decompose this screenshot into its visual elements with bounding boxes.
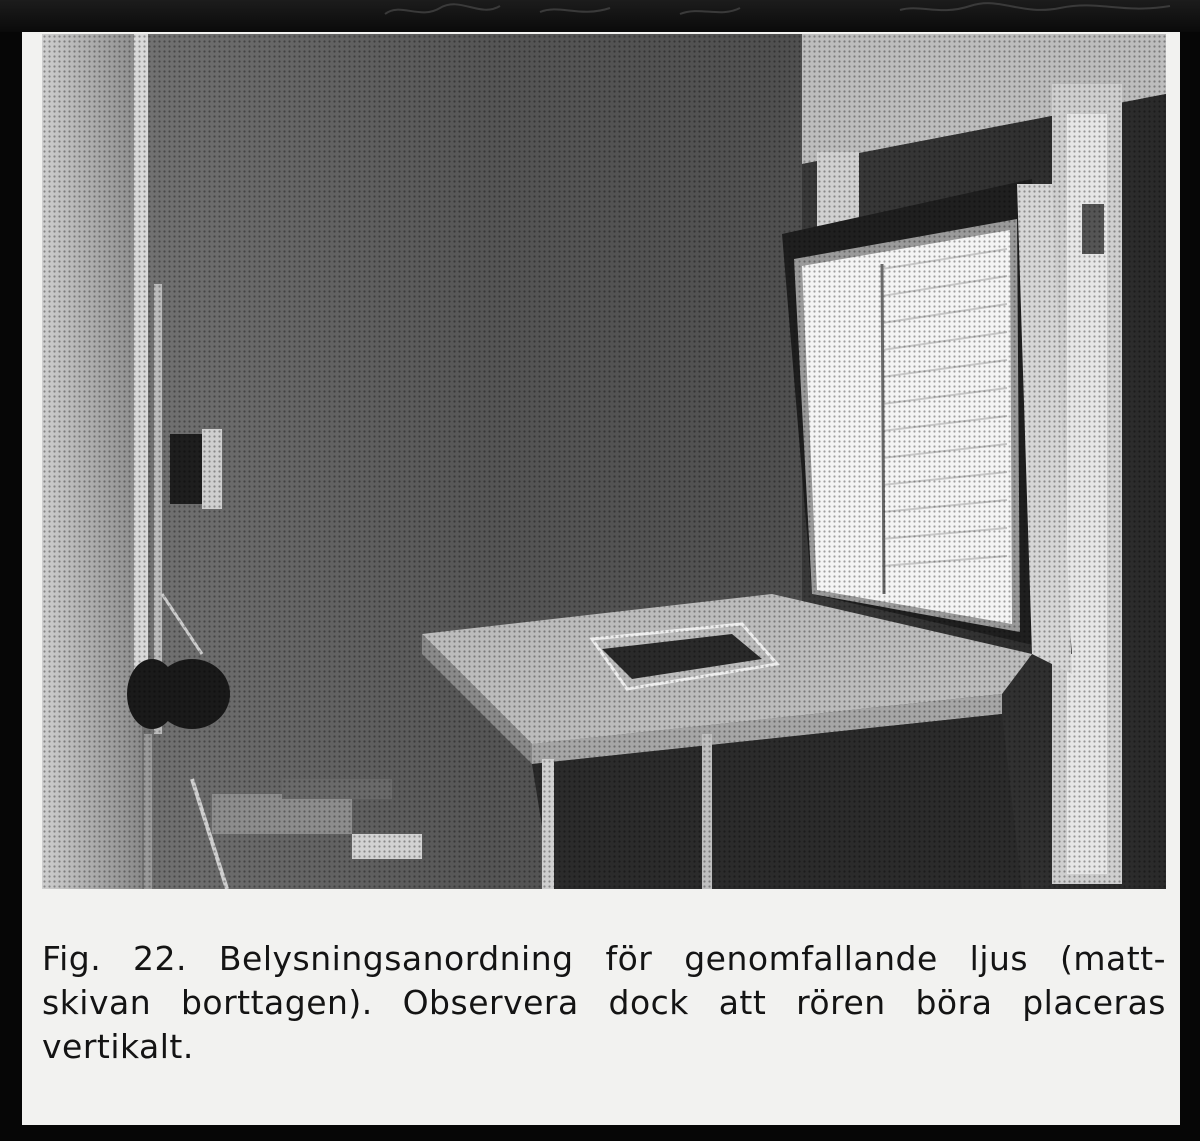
caption-line-1: Fig. 22. Belysningsanordning för genomfallande ljus (matt-	[42, 939, 1166, 978]
caption-line-2: skivan borttagen). Observera dock att rören böra placeras	[42, 983, 1166, 1022]
figure-caption	[42, 937, 1166, 1069]
caption-line-3: vertikalt.	[42, 1027, 194, 1066]
halftone-photograph	[42, 34, 1166, 889]
handwritten-scribble	[380, 0, 1180, 22]
printed-page	[22, 32, 1180, 1125]
slide-edge-strip	[0, 0, 1200, 32]
photo-illustration	[42, 34, 1166, 889]
